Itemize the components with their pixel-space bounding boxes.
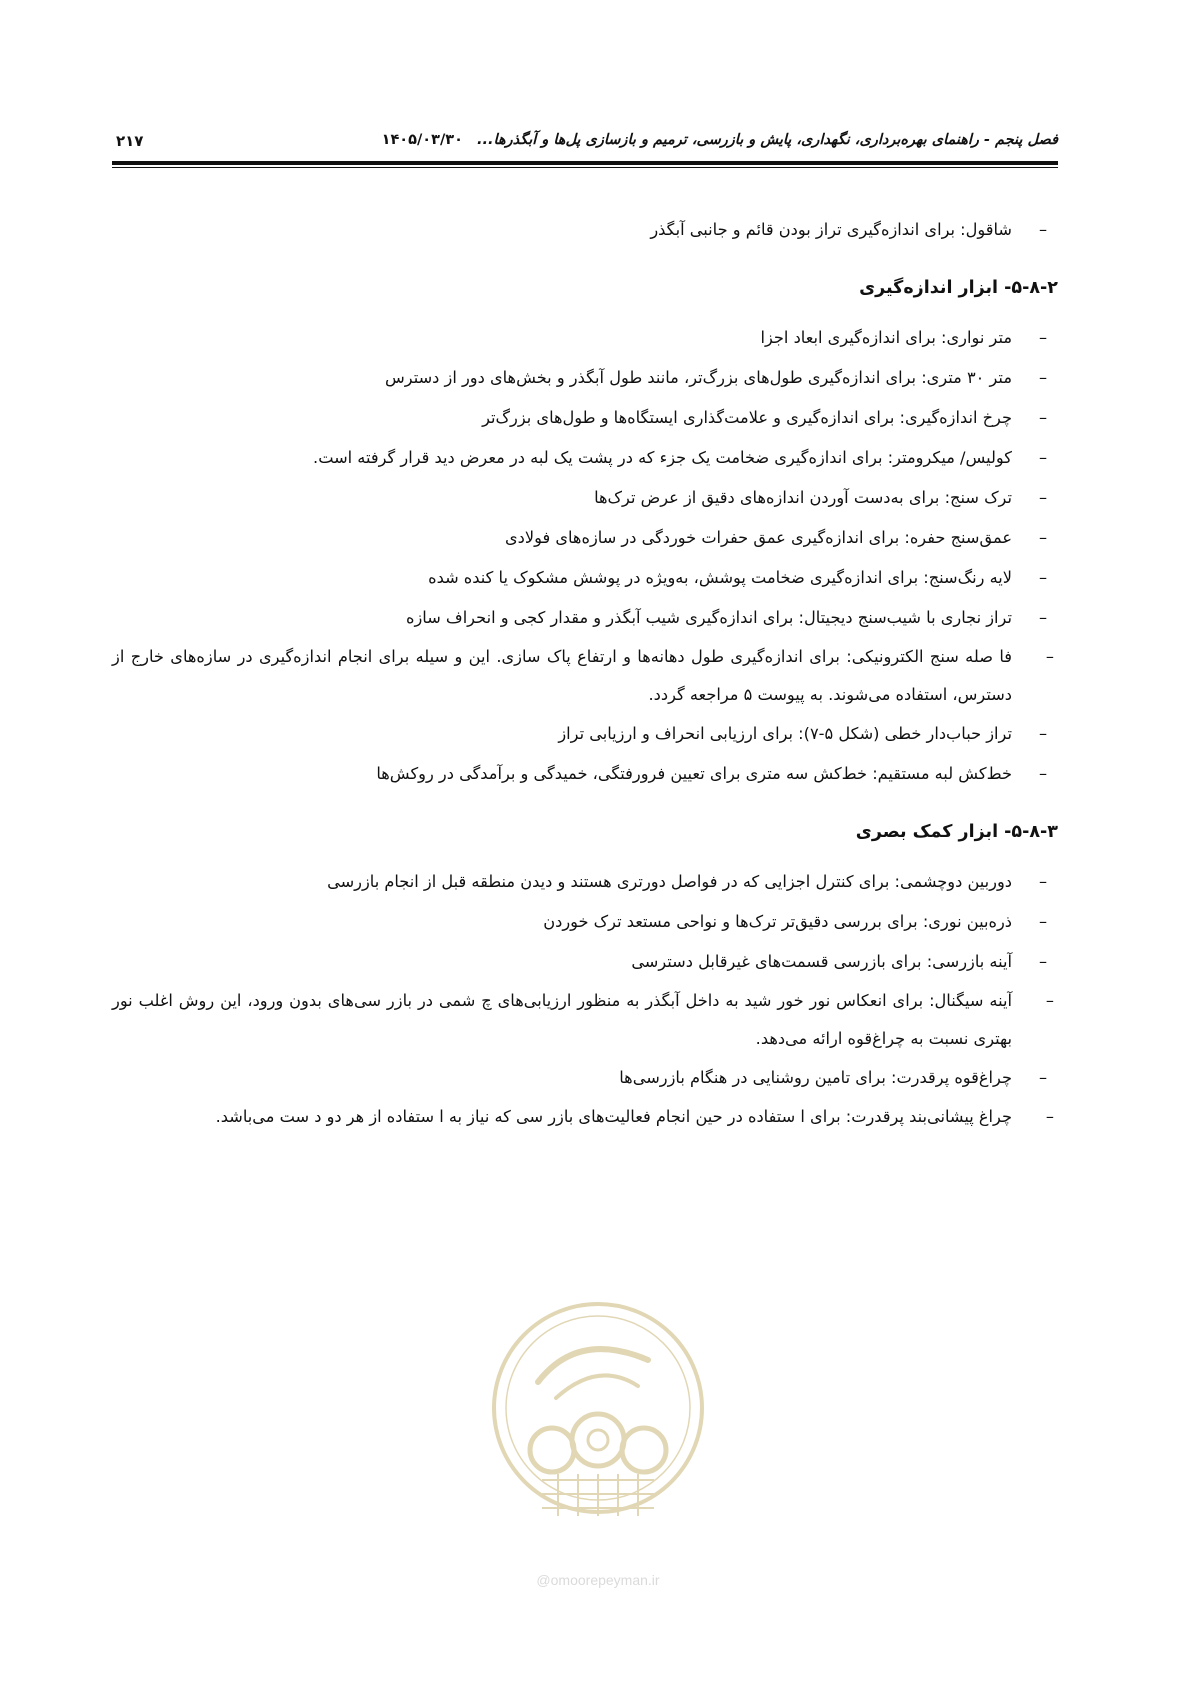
bullet-dash: – xyxy=(1038,368,1048,387)
section-heading-visual-aids: ۵-۸-۳- ابزار کمک بصری xyxy=(855,822,1058,842)
list-item-text: تراز حباب‌دار خطی (شکل ۵-۷): برای ارزیابی انحراف و ارزیابی تراز xyxy=(558,724,1012,743)
bullet-dash: – xyxy=(1038,408,1048,427)
list-item-text: خط‌کش لبه مستقیم: خط‌کش سه متری برای تعیین فرورفتگی، خمیدگی و برآمدگی در روکش‌ها xyxy=(376,764,1012,783)
list-item-text: تراز نجاری با شیب‌سنج دیجیتال: برای اندازه‌گیری شیب آبگذر و مقدار کجی و انحراف سازه xyxy=(405,608,1012,627)
list-item-text: متر ۳۰ متری: برای اندازه‌گیری طول‌های بزرگ‌تر، مانند طول آبگذر و بخش‌های دور از دسترس xyxy=(385,368,1012,387)
header-title: فصل پنجم - راهنمای بهره‌برداری، نگهداری، پایش و بازرسی، ترمیم و بازسازی پل‌ها و آبگذرها... xyxy=(477,132,1058,148)
list-item xyxy=(112,754,1058,794)
header-date: ۱۴۰۵/۰۳/۳۰ xyxy=(381,132,464,148)
watermark-stamp xyxy=(478,1290,718,1610)
list-item-text: عمق‌سنج حفره: برای اندازه‌گیری عمق حفرات خوردگی در سازه‌های فولادی xyxy=(504,528,1012,547)
bullet-dash: – xyxy=(1038,724,1048,743)
bullet-dash: – xyxy=(1045,1107,1054,1126)
list-item xyxy=(112,318,1058,358)
list-item xyxy=(112,982,1058,1058)
bullet-dash: – xyxy=(1038,912,1048,931)
list-item xyxy=(112,1058,1058,1098)
list-item-text: ذره‌بین نوری: برای بررسی دقیق‌تر ترک‌ها و نواحی مستعد ترک خوردن xyxy=(543,912,1012,931)
bullet-dash: – xyxy=(1038,328,1048,347)
list-item xyxy=(112,558,1058,598)
page-number: ۲۱۷ xyxy=(116,132,144,150)
bullet-dash: – xyxy=(1045,991,1054,1010)
watermark-url: @omoorepeyman.ir xyxy=(536,1572,660,1588)
list-item-text: شاقول: برای اندازه‌گیری تراز بودن قائم و جانبی آبگذر xyxy=(650,220,1012,239)
list-item xyxy=(112,714,1058,754)
list-item-text: ترک سنج: برای به‌دست آوردن اندازه‌های دقیق از عرض ترک‌ها xyxy=(594,488,1012,507)
header-title-line xyxy=(382,132,1058,148)
list-item-text: چراغ پیشانی‌بند پرقدرت: برای ا ستفاده در حین انجام فعالیت‌های بازر سی که نیاز به ا ستفاده از هر دو د ست می‌باشد. xyxy=(215,1107,1012,1126)
list-item xyxy=(112,942,1058,982)
list-item xyxy=(112,638,1058,714)
page-header xyxy=(112,128,1058,168)
bullet-dash: – xyxy=(1038,528,1048,547)
bullet-dash: – xyxy=(1038,1068,1048,1087)
list-item-text: آینه سیگنال: برای انعکاس نور خور شید به داخل آبگذر به منظور ارزیابی‌های چ شمی در بازر سی‌های بدون ورود، این روش اغلب نور بهتری نسبت به چراغ‌قوه ارائه می‌دهد. xyxy=(112,991,1012,1048)
header-rule-thick xyxy=(112,161,1058,165)
header-rule-thin xyxy=(112,167,1058,168)
bullet-dash: – xyxy=(1038,448,1048,467)
section-heading-measurement: ۵-۸-۲- ابزار اندازه‌گیری xyxy=(859,278,1058,298)
list-item xyxy=(112,598,1058,638)
list-item xyxy=(112,862,1058,902)
body-content xyxy=(112,210,1058,1136)
list-item xyxy=(112,902,1058,942)
list-item-text: فا صله سنج الکترونیکی: برای اندازه‌گیری طول دهانه‌ها و ارتفاع پاک سازی. این و سیله برای انجام اندازه‌گیری در سازه‌های خارج از دسترس، استفاده می‌شوند. به پیوست ۵ مراجعه گردد. xyxy=(112,647,1012,704)
bullet-dash: – xyxy=(1038,220,1048,239)
bullet-dash: – xyxy=(1038,608,1048,627)
bullet-dash: – xyxy=(1038,764,1048,783)
bullet-dash: – xyxy=(1038,952,1048,971)
list-item-text: کولیس/ میکرومتر: برای اندازه‌گیری ضخامت یک جزء که در پشت یک لبه در معرض دید قرار گرفته است. xyxy=(313,448,1012,467)
list-item xyxy=(112,1098,1058,1136)
bullet-dash: – xyxy=(1038,872,1048,891)
list-item xyxy=(112,478,1058,518)
bullet-dash: – xyxy=(1038,488,1048,507)
list-item-text: چراغ‌قوه پرقدرت: برای تامین روشنایی در هنگام بازرسی‌ها xyxy=(619,1068,1012,1087)
list-item xyxy=(112,398,1058,438)
list-item-text: متر نواری: برای اندازه‌گیری ابعاد اجزا xyxy=(760,328,1012,347)
bullet-dash: – xyxy=(1045,647,1054,666)
list-item xyxy=(112,358,1058,398)
list-item xyxy=(112,438,1058,478)
list-item-text: دوربین دوچشمی: برای کنترل اجزایی که در فواصل دورتری هستند و دیدن منطقه قبل از انجام بازرسی xyxy=(327,872,1012,891)
list-item xyxy=(112,210,1058,250)
list-item-text: چرخ اندازه‌گیری: برای اندازه‌گیری و علامت‌گذاری ایستگاه‌ها و طول‌های بزرگ‌تر xyxy=(482,408,1012,427)
list-item xyxy=(112,518,1058,558)
watermark-logo-icon xyxy=(478,1290,718,1570)
bullet-dash: – xyxy=(1038,568,1048,587)
list-item-text: آینه بازرسی: برای بازرسی قسمت‌های غیرقابل دسترسی xyxy=(631,952,1012,971)
list-item-text: لایه رنگ‌سنج: برای اندازه‌گیری ضخامت پوشش، به‌ویژه در پوشش مشکوک یا کنده شده xyxy=(428,568,1012,587)
